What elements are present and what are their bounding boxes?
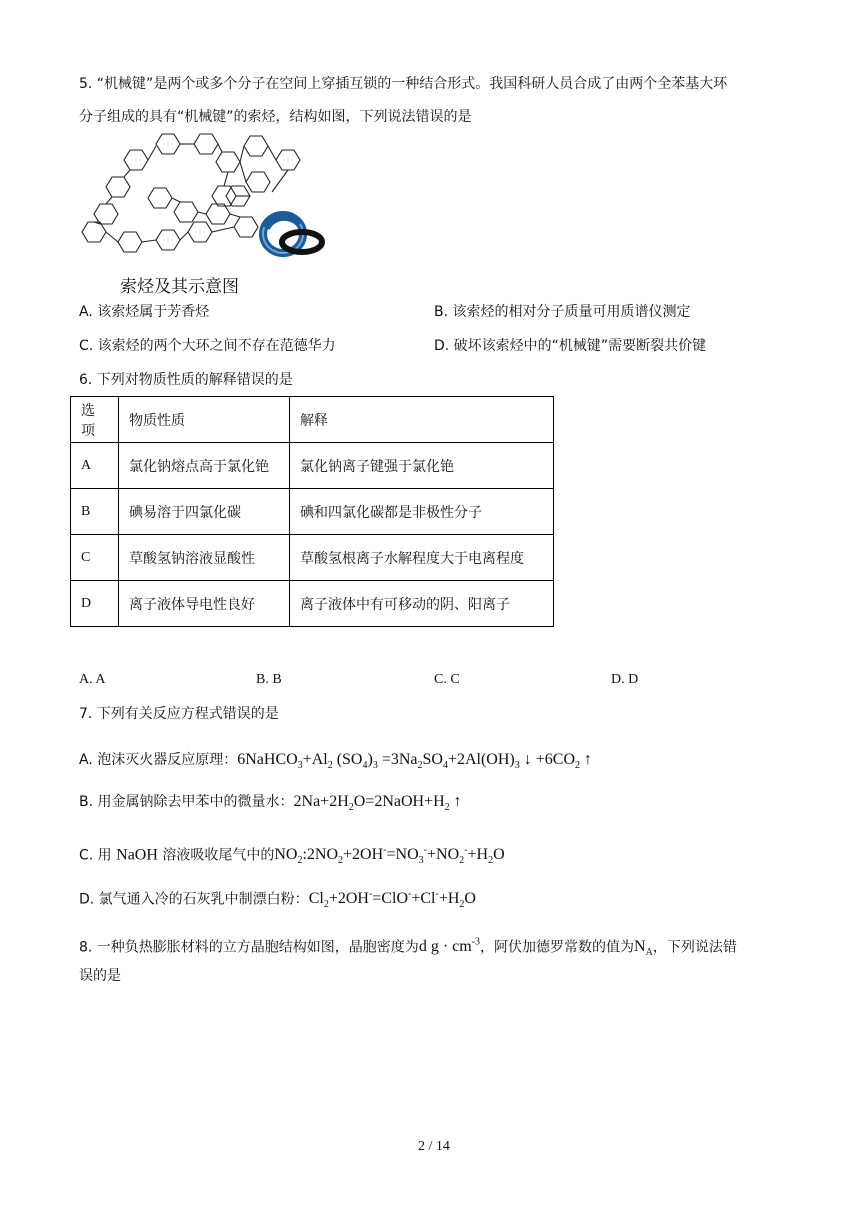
table-row [71, 581, 554, 627]
property-table [70, 396, 554, 627]
table-row [71, 535, 554, 581]
table-cell: 草酸氢根离子水解程度大于电离程度 [290, 535, 554, 581]
q8-text-1: 8. 一种负热膨胀材料的立方晶胞结构如图，晶胞密度为 [79, 939, 419, 956]
q6-stem: 6. 下列对物质性质的解释错误的是 [79, 372, 293, 388]
q7-option-d-label: D. 氯气通入冷的石灰乳中制漂白粉： [79, 891, 309, 908]
density-text: d g · cm [418, 938, 472, 956]
equation-d: $Cl_2+2OH^-=ClO^-+Cl^-+H_2O$ [308, 889, 476, 911]
naoh-formula: NaOH [116, 846, 158, 864]
q7-option-c-label: C. 用 [79, 847, 112, 864]
q7-option-d [79, 885, 476, 916]
table-cell: 草酸氢钠溶液显酸性 [119, 535, 290, 581]
table-cell: 碘易溶于四氯化碳 [119, 489, 290, 535]
q6-answer-c: C. C [434, 672, 460, 687]
q7-option-b [79, 792, 462, 818]
q5-option-d: D. 破坏该索烃中的“机械键”需要断裂共价键 [434, 338, 707, 354]
q5-stem-line2: 分子组成的具有“机械键”的索烃，结构如图，下列说法错误的是 [79, 109, 472, 125]
equation-c: $NO_2:2NO_2+2OH^-=NO_3^-+NO_2^-+H_2O$ [274, 845, 505, 867]
q6-answer-b: B. B [256, 672, 282, 687]
table-cell: A [71, 443, 119, 489]
q8-text-3: ，下列说法错 [652, 939, 737, 956]
table-header-cell: 选项 [71, 397, 119, 443]
q8-stem-line2: 误的是 [79, 968, 121, 984]
q7-option-b-label: B. 用金属钠除去甲苯中的微量水： [79, 794, 294, 810]
q5-option-a: A. 该索烃属于芳香烃 [79, 304, 210, 320]
page-number: 2 / 14 [418, 1139, 450, 1154]
density-exponent: -3 [471, 937, 481, 948]
equation-a: $6NaHCO_3+Al_2$ $(SO_4)_3 =3Na_2SO_4+2Al(OH)_3$ ↓ $+6CO_2$ ↑ [237, 751, 592, 772]
q8-text-2: ，阿伏加德罗常数的值为 [480, 939, 635, 956]
q6-answer-a: A. A [79, 672, 106, 687]
equation-b: $2Na+2H_2O=2NaOH+H_2$ ↑ [293, 793, 462, 814]
table-cell: D [71, 581, 119, 627]
q8-stem-line1 [79, 933, 737, 964]
table-row [71, 443, 554, 489]
table-cell: B [71, 489, 119, 535]
table-row [71, 489, 554, 535]
table-cell: 氯化钠离子键强于氯化铯 [290, 443, 554, 489]
table-cell: 离子液体导电性良好 [119, 581, 290, 627]
table-header-row [71, 397, 554, 443]
na-text: N [634, 938, 646, 956]
table-cell: C [71, 535, 119, 581]
q7-option-a [79, 750, 592, 776]
catenane-structure-figure [76, 132, 336, 272]
table-cell: 氯化钠熔点高于氯化铯 [119, 443, 290, 489]
table-cell: 离子液体中有可移动的阴、阳离子 [290, 581, 554, 627]
table-header-cell: 物质性质 [119, 397, 290, 443]
q5-stem-line1: 5. “机械键”是两个或多个分子在空间上穿插互锁的一种结合形式。我国科研人员合成了由两个全苯基大环 [79, 76, 728, 92]
avogadro-symbol [634, 938, 653, 959]
q7-stem: 7. 下列有关反应方程式错误的是 [79, 706, 279, 722]
q5-option-b: B. 该索烃的相对分子质量可用质谱仪测定 [434, 304, 691, 320]
na-subscript: A [645, 947, 653, 959]
q7-option-a-label: A. 泡沫灭火器反应原理： [79, 752, 238, 768]
q6-answer-d: D. D [611, 672, 639, 687]
q5-option-c: C. 该索烃的两个大环之间不存在范德华力 [79, 338, 336, 354]
density-unit [419, 938, 480, 955]
table-cell: 碘和四氯化碳都是非极性分子 [290, 489, 554, 535]
q7-option-c-label2: 溶液吸收尾气中的 [162, 847, 275, 864]
q7-option-c [79, 841, 505, 872]
figure-caption: 索烃及其示意图 [120, 277, 239, 296]
table-header-cell: 解释 [290, 397, 554, 443]
